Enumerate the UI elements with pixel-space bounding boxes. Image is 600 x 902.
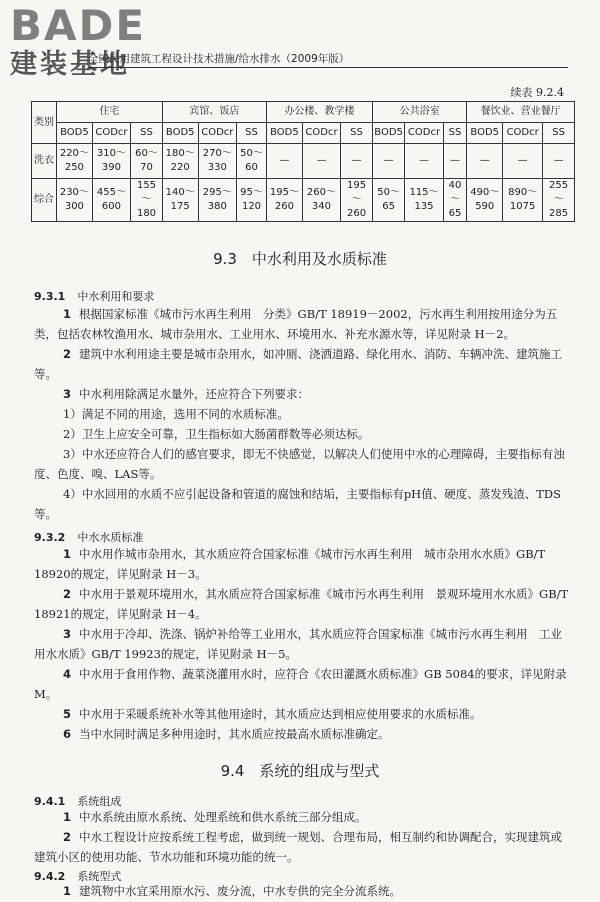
section-9-3-title: 9.3 中水利用及水质标准 <box>213 250 387 268</box>
paragraph: 5 中水用于采暖系统补水等其他用途时，其水质应达到相应使用要求的水质标准。 <box>63 707 482 721</box>
table-cell: — <box>543 144 575 179</box>
paragraph: 4）中水回用的水质不应引起设备和管道的腐蚀和结垢，主要指标有pH值、硬度、蒸发残渣、TDS等。 <box>34 487 561 521</box>
row-label: 综合 <box>32 179 57 222</box>
paragraph: 2）卫生上应安全可靠，卫生指标如大肠菌群数等必须达标。 <box>63 427 370 441</box>
metric-header: CODcr <box>503 123 543 144</box>
table-cell: 95～120 <box>237 179 267 222</box>
table-header-row <box>32 102 575 123</box>
clause-9-4-2: 9.4.2 系统型式 <box>34 870 122 883</box>
table-cell: — <box>267 144 303 179</box>
table-cell: 890～1075 <box>503 179 543 222</box>
section-9-4-title: 9.4 系统的组成与型式 <box>220 762 380 780</box>
bade-logo <box>10 1 180 80</box>
header-rule <box>88 67 568 68</box>
clause-9-4-1: 9.4.1 系统组成 <box>34 795 122 808</box>
clause-9-3-2: 9.3.2 中水水质标准 <box>34 531 144 544</box>
paragraph: 6 当中水同时满足多种用途时，其水质应按最高水质标准确定。 <box>63 727 390 741</box>
paragraph: 1 根据国家标准《城市污水再生利用 分类》GB/T 18919－2002，污水再生利用按用途分为五类，包括农林牧渔用水、城市杂用水、工业用水、环境用水、补充水源水等，详见附录 H－2。 <box>34 307 558 341</box>
table-cell: — <box>467 144 503 179</box>
table-cell: 60～70 <box>131 144 163 179</box>
group-header: 住宅 <box>57 102 163 123</box>
metric-header: BOD5 <box>57 123 93 144</box>
group-header: 办公楼、教学楼 <box>267 102 373 123</box>
metric-header: SS <box>443 123 467 144</box>
paragraph: 1 中水系统由原水系统、处理系统和供水系统三部分组成。 <box>63 810 367 824</box>
table-metric-row <box>32 123 575 144</box>
paragraph: 1 建筑物中水宜采用原水污、废分流，中水专供的完全分流系统。 <box>63 884 402 898</box>
table-cell: — <box>503 144 543 179</box>
header-text: 全国民用建筑工程设计技术措施/给水排水（2009年版） <box>88 53 350 65</box>
table-cell: 455～600 <box>92 179 130 222</box>
corner-cell: 类别 <box>32 102 57 144</box>
paragraph: 3）中水还应符合人们的感官要求，即无不快感觉，以解决人们使用中水的心理障碍，主要指标有浊度、色度、嗅、LAS等。 <box>34 447 565 481</box>
table-cell: 50～60 <box>237 144 267 179</box>
table-cell: 115～135 <box>405 179 443 222</box>
table-cell: 220～250 <box>57 144 93 179</box>
paragraph: 1 中水用作城市杂用水，其水质应符合国家标准《城市污水再生利用 城市杂用水水质》GB/T 18920的规定，详见附录 H－3。 <box>34 547 546 581</box>
table-row <box>32 144 575 179</box>
table-cell: 140～175 <box>162 179 198 222</box>
table-cell: 180～220 <box>162 144 198 179</box>
table-cell: — <box>372 144 404 179</box>
table-body <box>32 144 575 222</box>
metric-header: SS <box>341 123 373 144</box>
paragraph: 2 建筑中水利用途主要是城市杂用水，如冲厕、浇洒道路、绿化用水、消防、车辆冲洗、建筑施工等。 <box>34 347 563 381</box>
table-cell: 270～330 <box>198 144 236 179</box>
table-cell: — <box>443 144 467 179</box>
table-cell: — <box>405 144 443 179</box>
metric-header: CODcr <box>92 123 130 144</box>
water-quality-table <box>31 101 575 222</box>
logo-brand: BADE <box>10 1 147 50</box>
metric-header: BOD5 <box>162 123 198 144</box>
metric-header: SS <box>543 123 575 144</box>
table-cell: — <box>341 144 373 179</box>
table-cell: 230～300 <box>57 179 93 222</box>
paragraph: 4 中水用于食用作物、蔬菜浇灌用水时，应符合《农田灌溉水质标准》GB 5084的要求，详见附录 M。 <box>34 667 567 701</box>
group-header: 宾馆、饭店 <box>162 102 266 123</box>
metric-header: BOD5 <box>267 123 303 144</box>
row-label: 洗衣 <box>32 144 57 179</box>
metric-header: BOD5 <box>372 123 404 144</box>
table-cell: 195～260 <box>267 179 303 222</box>
paragraph: 2 中水用于景观环境用水，其水质应符合国家标准《城市污水再生利用 景观环境用水水质》GB/T 18921的规定，详见附录 H－4。 <box>34 587 569 621</box>
table-cell: 310～390 <box>92 144 130 179</box>
metric-header: BOD5 <box>467 123 503 144</box>
metric-header: SS <box>131 123 163 144</box>
metric-header: CODcr <box>198 123 236 144</box>
table-cell: — <box>302 144 340 179</box>
table-cell: 490～590 <box>467 179 503 222</box>
table-caption: 续表 9.2.4 <box>510 86 564 99</box>
metric-header: CODcr <box>302 123 340 144</box>
paragraph: 3 中水利用除满足水量外，还应符合下列要求： <box>63 387 310 401</box>
group-header: 餐饮业、营业餐厅 <box>467 102 575 123</box>
paragraph: 3 中水用于冷却、洗涤、锅炉补给等工业用水，其水质应符合国家标准《城市污水再生利用 工业用水水质》GB/T 19923的规定，详见附录 H－5。 <box>34 627 563 661</box>
table-cell: 195～260 <box>341 179 373 222</box>
table-cell: 50～65 <box>372 179 404 222</box>
table-cell: 255～285 <box>543 179 575 222</box>
metric-header: SS <box>237 123 267 144</box>
paragraph: 2 中水工程设计应按系统工程考虑，做到统一规划、合理布局，相互制约和协调配合，实现建筑或建筑小区的使用功能、节水功能和环境功能的统一。 <box>34 830 563 864</box>
logo-subtitle: 建装基地 <box>10 49 130 80</box>
table-cell: 40～65 <box>443 179 467 222</box>
table-cell: 260～340 <box>302 179 340 222</box>
metric-header: CODcr <box>405 123 443 144</box>
table-row <box>32 179 575 222</box>
table-cell: 295～380 <box>198 179 236 222</box>
table-cell: 155～180 <box>131 179 163 222</box>
group-header: 公共浴室 <box>372 102 467 123</box>
clause-9-3-1: 9.3.1 中水利用和要求 <box>34 290 155 303</box>
paragraph: 1）满足不同的用途，选用不同的水质标准。 <box>63 407 289 421</box>
